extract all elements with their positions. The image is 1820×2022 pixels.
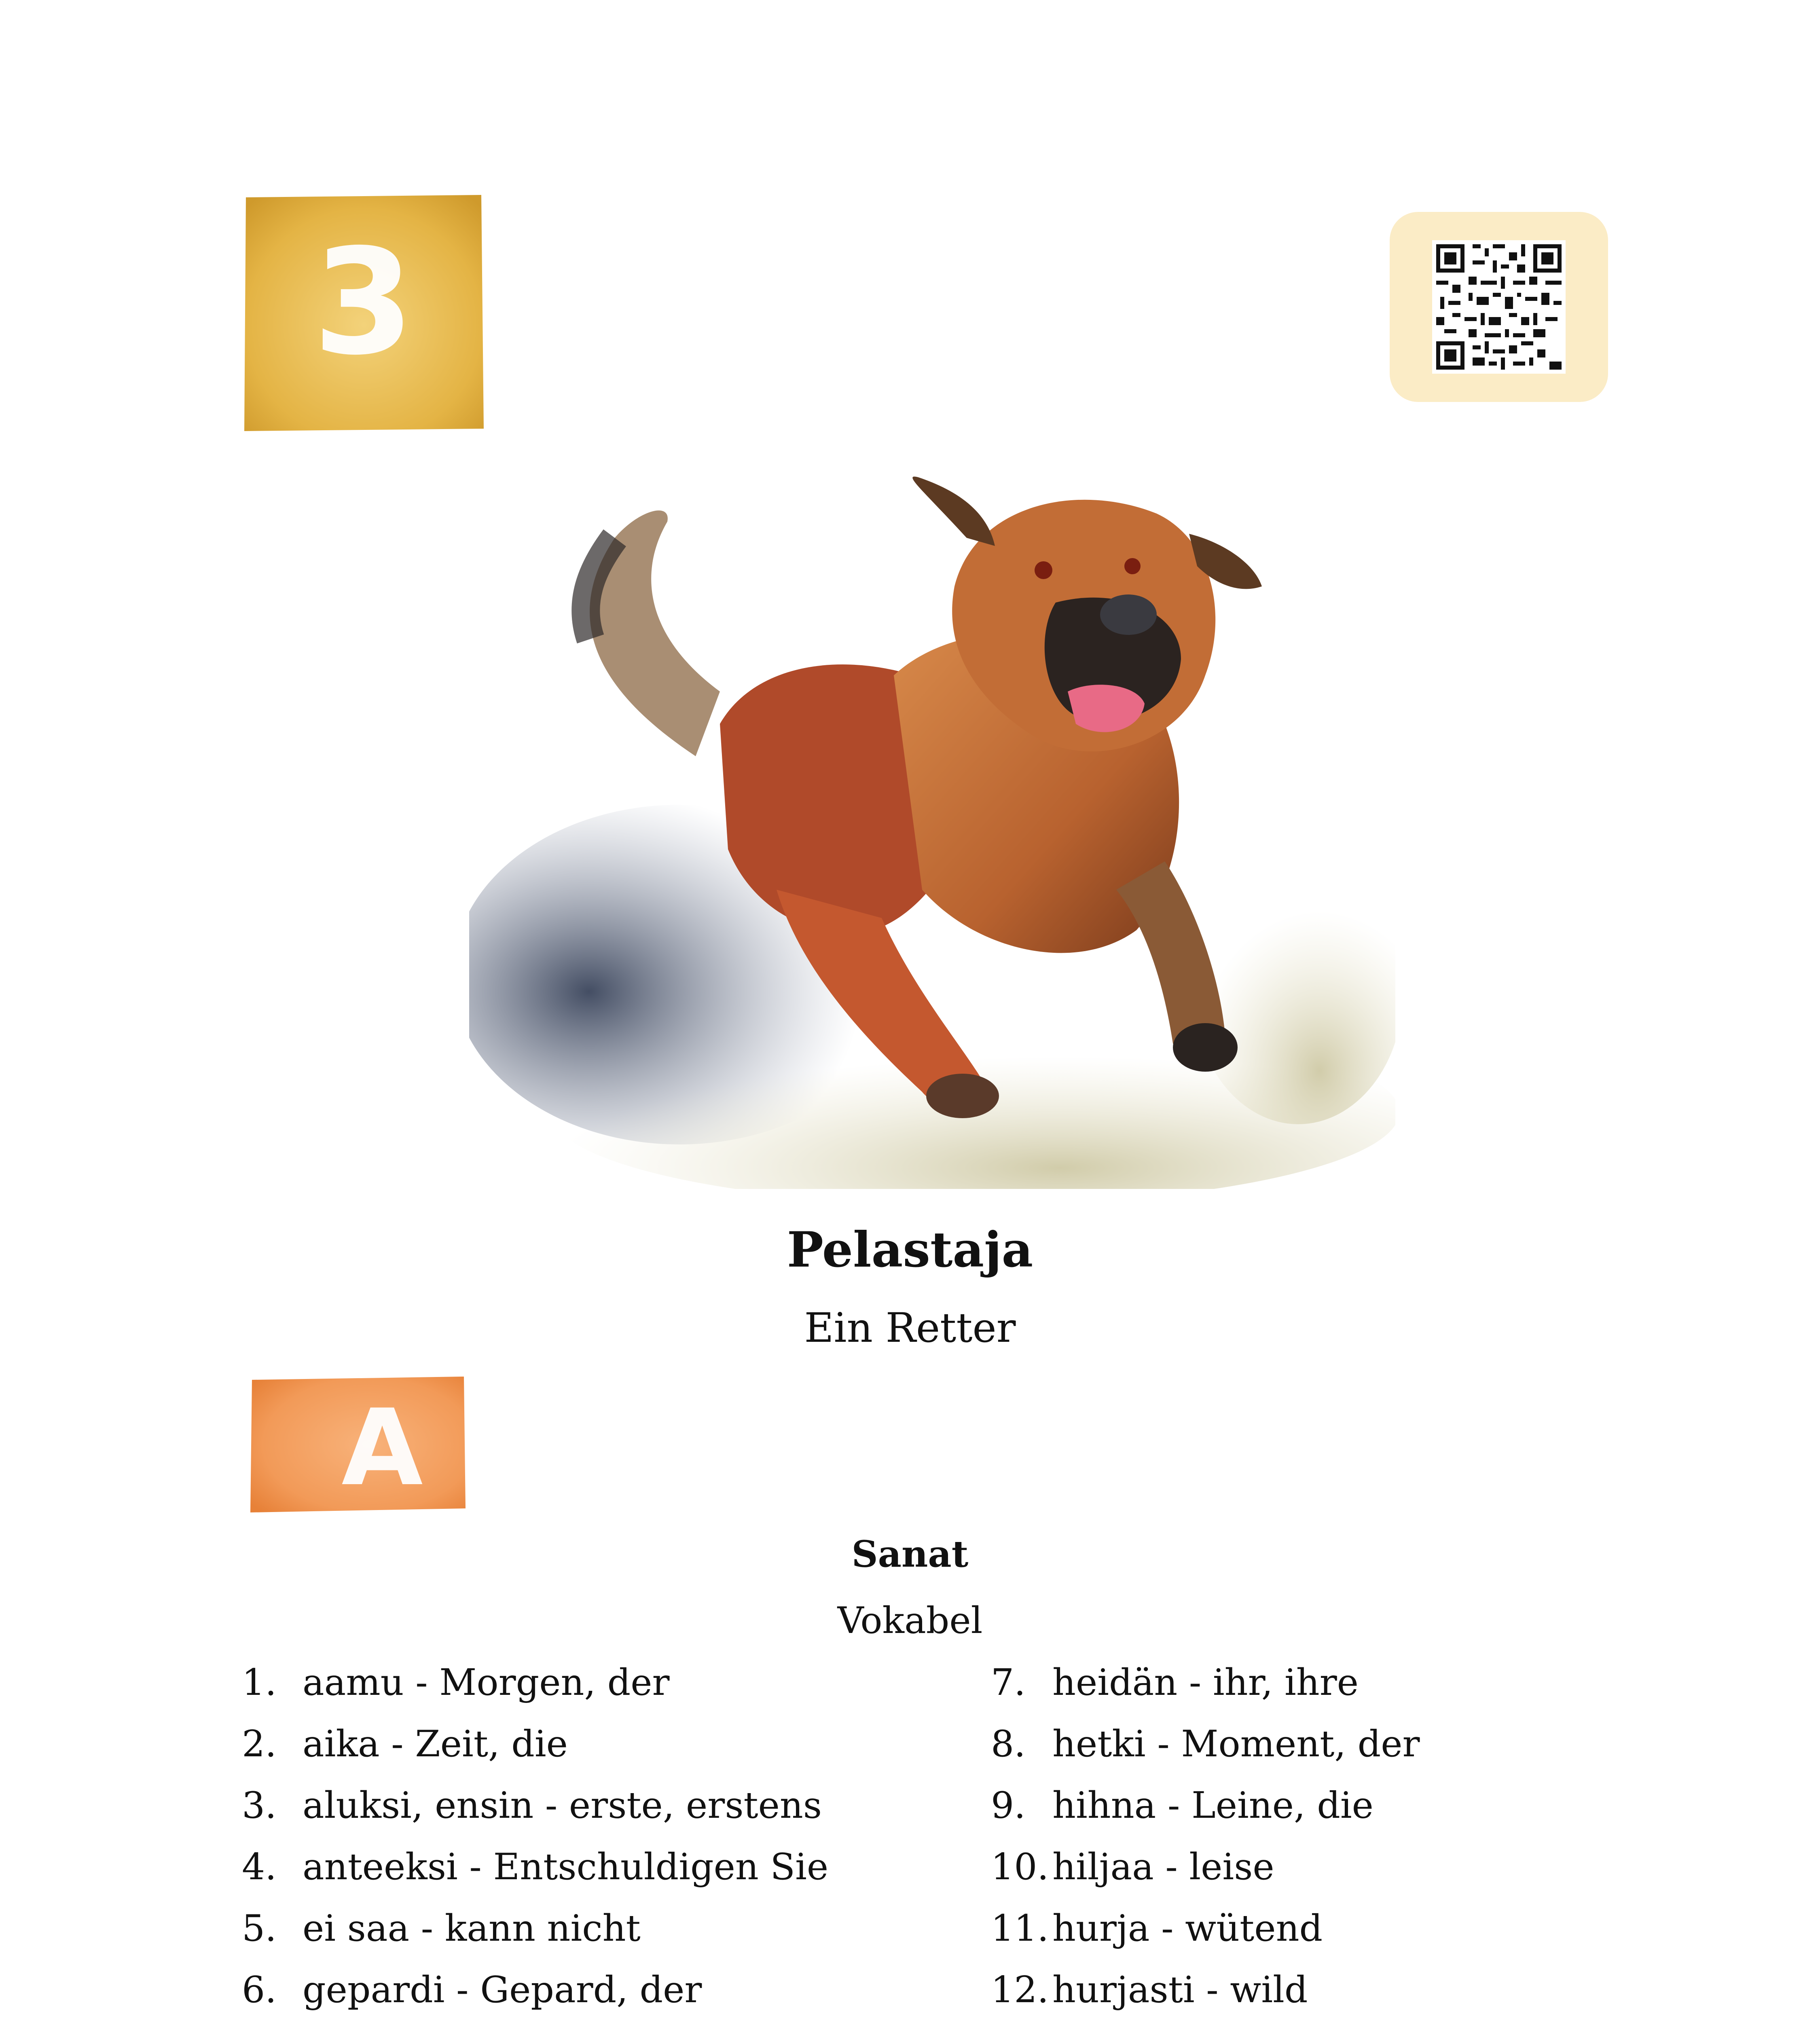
section-letter-tile bbox=[249, 1375, 467, 1514]
list-item: 6. gepardi - Gepard, der bbox=[242, 1969, 702, 2011]
section-letter: A bbox=[341, 1387, 423, 1509]
vocabulary-heading: Sanat bbox=[851, 1533, 969, 1576]
vocabulary-list-left bbox=[242, 1652, 970, 2021]
vocabulary-subheading: Vokabel bbox=[837, 1599, 983, 1642]
list-item: 12. hurjasti - wild bbox=[991, 1969, 1308, 2011]
chapter-number: 3 bbox=[313, 218, 415, 387]
list-item: 9. hihna - Leine, die bbox=[991, 1784, 1373, 1827]
qr-code-icon[interactable] bbox=[1432, 240, 1566, 374]
vocabulary-list-right bbox=[991, 1652, 1719, 2021]
dog-illustration bbox=[469, 465, 1395, 1189]
list-item: 3. aluksi, ensin - erste, erstens bbox=[242, 1784, 822, 1827]
story-subtitle: Ein Retter bbox=[804, 1304, 1016, 1352]
list-item: 7. heidän - ihr, ihre bbox=[991, 1661, 1359, 1704]
list-item: 11. hurja - wütend bbox=[991, 1907, 1323, 1950]
qr-code-badge[interactable] bbox=[1390, 212, 1608, 402]
list-item: 2. aika - Zeit, die bbox=[242, 1723, 568, 1765]
list-item: 1. aamu - Morgen, der bbox=[242, 1661, 670, 1704]
chapter-number-tile bbox=[242, 194, 485, 433]
story-title: Pelastaja bbox=[787, 1221, 1033, 1278]
list-item: 4. anteeksi - Entschuldigen Sie bbox=[242, 1846, 829, 1888]
list-item: 8. hetki - Moment, der bbox=[991, 1723, 1420, 1765]
list-item: 10. hiljaa - leise bbox=[991, 1846, 1274, 1888]
list-item: 5. ei saa - kann nicht bbox=[242, 1907, 641, 1950]
